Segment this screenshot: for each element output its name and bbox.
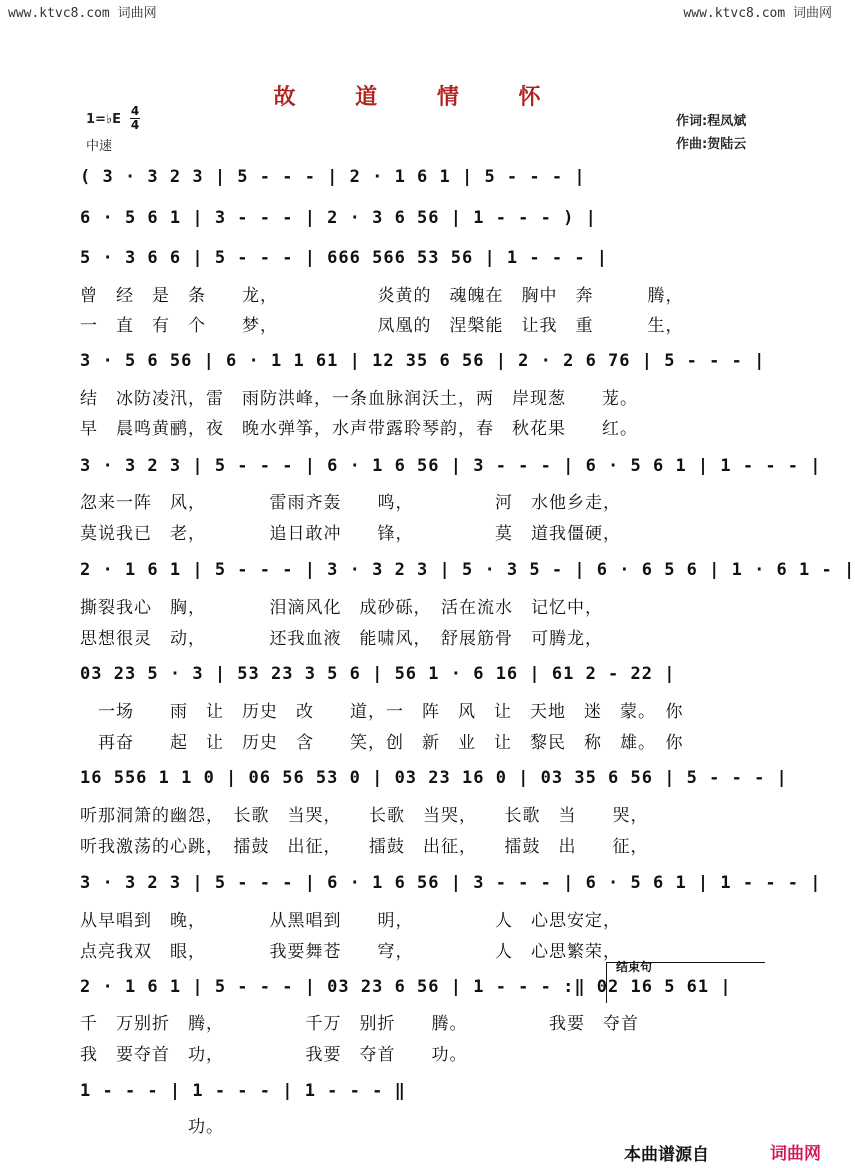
song-title: 故 道 情 怀	[273, 84, 567, 110]
source-note: 本曲谱源自	[624, 1145, 709, 1165]
lyric-line: 莫说我已 老， 追日敢冲 锋， 莫 道我僵硬，	[80, 524, 621, 544]
time-signature-top: 4	[130, 104, 140, 118]
notation-line: 3 · 3 2 3 | 5 - - - | 6 · 1 6 56 | 3 - - - | 6 · 5 6 1 | 1 - - - |	[80, 456, 822, 476]
composer-credit: 作曲:贺陆云	[676, 137, 747, 152]
lyric-line: 撕裂我心 胸， 泪滴风化 成砂砾， 活在流水 记忆中，	[80, 598, 603, 618]
key-signature: 1=♭E	[86, 112, 121, 127]
lyric-line: 结 冰防凌汛，雷 雨防洪峰，一条血脉润沃土，两 岸现葱 茏。	[80, 389, 638, 409]
lyric-line: 听我激荡的心跳， 擂鼓 出征， 擂鼓 出征， 擂鼓 出 征，	[80, 837, 649, 857]
lyric-line: 功。	[80, 1117, 224, 1137]
notation-line: ( 3 · 3 2 3 | 5 - - - | 2 · 1 6 1 | 5 - - - |	[80, 167, 586, 187]
notation-line: 16 556 1 1 0 | 06 56 53 0 | 03 23 16 0 | 03 35 6 56 | 5 - - - |	[80, 768, 788, 788]
lyric-line: 千 万别折 腾， 千万 别折 腾。 我要 夺首	[80, 1014, 639, 1034]
lyricist-credit: 作词:程凤斌	[676, 114, 747, 129]
notation-line: 3 · 3 2 3 | 5 - - - | 6 · 1 6 56 | 3 - - - | 6 · 5 6 1 | 1 - - - |	[80, 873, 822, 893]
lyric-line: 一 直 有 个 梦， 凤凰的 涅槃能 让我 重 生，	[80, 316, 684, 336]
notation-line: 1 - - - | 1 - - - | 1 - - - ‖	[80, 1081, 406, 1101]
time-signature-bottom: 4	[130, 118, 140, 132]
notation-line: 5 · 3 6 6 | 5 - - - | 666 566 53 56 | 1 - - - |	[80, 248, 609, 268]
tempo-marking: 中速	[86, 139, 113, 154]
lyric-line: 曾 经 是 条 龙， 炎黄的 魂魄在 胸中 奔 腾，	[80, 286, 684, 306]
notation-line: 2 · 1 6 1 | 5 - - - | 03 23 6 56 | 1 - - - :‖ 02 16 5 61 |	[80, 977, 732, 997]
lyric-line: 忽来一阵 风， 雷雨齐轰 鸣， 河 水他乡走，	[80, 493, 621, 513]
lyric-line: 早 晨鸣黄鹂，夜 晚水弹筝，水声带露聆琴韵，春 秋花果 红。	[80, 419, 638, 439]
ending-label: 结束句	[616, 960, 653, 974]
lyric-line: 我 要夺首 功， 我要 夺首 功。	[80, 1045, 468, 1065]
notation-line: 03 23 5 · 3 | 53 23 3 5 6 | 56 1 · 6 16 | 61 2 - 22 |	[80, 664, 676, 684]
lyric-line: 点亮我双 眼， 我要舞苍 穹， 人 心思繁荣，	[80, 942, 621, 962]
lyric-line: 听那洞箫的幽怨， 长歌 当哭， 长歌 当哭， 长歌 当 哭，	[80, 806, 649, 826]
lyric-line: 再奋 起 让 历史 含 笑，创 新 业 让 黎民 称 雄。 你	[80, 733, 684, 753]
lyric-line: 从早唱到 晚， 从黑唱到 明， 人 心思安定，	[80, 911, 621, 931]
notation-line: 6 · 5 6 1 | 3 - - - | 2 · 3 6 56 | 1 - - - ) |	[80, 208, 597, 228]
site-watermark-left: www.ktvc8.com 词曲网	[8, 6, 157, 21]
lyric-line: 思想很灵 动， 还我血液 能啸风， 舒展筋骨 可腾龙，	[80, 629, 603, 649]
lyric-line: 一场 雨 让 历史 改 道，一 阵 风 让 天地 迷 蒙。 你	[80, 702, 684, 722]
notation-line: 3 · 5 6 56 | 6 · 1 1 61 | 12 35 6 56 | 2 · 2 6 76 | 5 - - - |	[80, 351, 766, 371]
notation-line: 2 · 1 6 1 | 5 - - - | 3 · 3 2 3 | 5 · 3 5 - | 6 · 6 5 6 | 1 · 6 1 - |	[80, 560, 855, 580]
site-logo: 词曲网	[770, 1144, 821, 1164]
time-signature	[130, 106, 140, 131]
site-watermark-right: www.ktvc8.com 词曲网	[683, 6, 832, 21]
